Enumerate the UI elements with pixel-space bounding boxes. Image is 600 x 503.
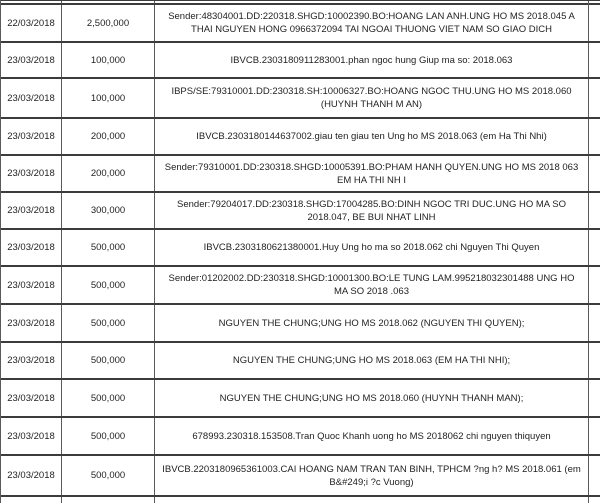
description-cell: Sender:48304001.DD:220318.SHGD:10002390.BO:HOANG LAN ANH.UNG HO MS 2018.045 A THAI NGUYEN HONG 0966372094 TAI NGOAI THUONG VIET NAM SO GIAO DICH bbox=[155, 5, 589, 41]
date-cell: 23/03/2018 bbox=[1, 456, 62, 495]
edge-cell-empty bbox=[589, 343, 599, 378]
edge-cell-empty bbox=[589, 5, 599, 41]
description-cell: IBVCB.2203180965361003.CAI HOANG NAM TRAN TAN BINH, TPHCM ?ng h? MS 2018.061 (em B&#249;i ?c Vuong) bbox=[155, 456, 589, 495]
table-row-partial-bottom bbox=[1, 497, 600, 503]
edge-cell-empty bbox=[589, 230, 599, 265]
amount-cell: 100,000 bbox=[62, 43, 155, 77]
description-cell: NGUYEN THE CHUNG;UNG HO MS 2018.062 (NGUYEN THI QUYEN); bbox=[155, 305, 589, 341]
edge-cell-empty bbox=[589, 380, 599, 416]
table-row bbox=[1, 267, 600, 305]
table-row bbox=[1, 43, 600, 79]
date-cell: 23/03/2018 bbox=[1, 305, 62, 341]
table-body bbox=[1, 5, 600, 497]
amount-cell: 2,500,000 bbox=[62, 5, 155, 41]
amount-cell: 500,000 bbox=[62, 343, 155, 378]
amount-cell: 300,000 bbox=[62, 193, 155, 228]
amount-cell: 200,000 bbox=[62, 156, 155, 191]
edge-cell-empty bbox=[589, 305, 599, 341]
edge-cell-empty bbox=[589, 267, 599, 303]
amount-cell-empty bbox=[62, 497, 155, 503]
date-cell: 22/03/2018 bbox=[1, 5, 62, 41]
date-cell: 23/03/2018 bbox=[1, 156, 62, 191]
amount-cell: 200,000 bbox=[62, 119, 155, 154]
description-cell: NGUYEN THE CHUNG;UNG HO MS 2018.060 (HUYNH THANH MAN); bbox=[155, 380, 589, 416]
amount-cell-empty bbox=[62, 1, 155, 3]
amount-cell: 100,000 bbox=[62, 79, 155, 117]
edge-cell-empty bbox=[589, 79, 599, 117]
description-cell: Sender:79310001.DD:230318.SHGD:10005391.BO:PHAM HANH QUYEN.UNG HO MS 2018 063 EM HA THI NH I bbox=[155, 156, 589, 191]
description-cell: Sender:01202002.DD:230318.SHGD:10001300.BO:LE TUNG LAM.995218032301488 UNG HO MA SO 2018 .063 bbox=[155, 267, 589, 303]
amount-cell: 500,000 bbox=[62, 418, 155, 454]
date-cell: 23/03/2018 bbox=[1, 267, 62, 303]
date-cell: 23/03/2018 bbox=[1, 418, 62, 454]
table-row bbox=[1, 456, 600, 497]
table-row bbox=[1, 380, 600, 418]
table-row bbox=[1, 79, 600, 119]
table-row bbox=[1, 343, 600, 380]
edge-cell-empty bbox=[589, 418, 599, 454]
amount-cell: 500,000 bbox=[62, 380, 155, 416]
description-cell: IBVCB.2303180621380001.Huy Ung ho ma so 2018.062 chi Nguyen Thi Quyen bbox=[155, 230, 589, 265]
edge-cell-empty bbox=[589, 497, 599, 503]
edge-cell-empty bbox=[589, 456, 599, 495]
amount-cell: 500,000 bbox=[62, 305, 155, 341]
description-cell: IBVCB.2303180911283001.phan ngoc hung Giup ma so: 2018.063 bbox=[155, 43, 589, 77]
table-row bbox=[1, 193, 600, 230]
description-cell-empty bbox=[155, 497, 589, 503]
date-cell: 23/03/2018 bbox=[1, 230, 62, 265]
amount-cell: 500,000 bbox=[62, 267, 155, 303]
edge-cell-empty bbox=[589, 1, 599, 3]
amount-cell: 500,000 bbox=[62, 230, 155, 265]
date-cell-empty bbox=[1, 497, 62, 503]
table-row bbox=[1, 5, 600, 43]
description-cell: Sender:79204017.DD:230318.SHGD:17004285.BO:DINH NGOC TRI DUC.UNG HO MA SO 2018.047, BE BUI NHAT LINH bbox=[155, 193, 589, 228]
table-row bbox=[1, 156, 600, 193]
date-cell: 23/03/2018 bbox=[1, 343, 62, 378]
table-row bbox=[1, 230, 600, 267]
date-cell: 23/03/2018 bbox=[1, 43, 62, 77]
amount-cell: 500,000 bbox=[62, 456, 155, 495]
edge-cell-empty bbox=[589, 156, 599, 191]
date-cell: 23/03/2018 bbox=[1, 193, 62, 228]
edge-cell-empty bbox=[589, 43, 599, 77]
description-cell: NGUYEN THE CHUNG;UNG HO MS 2018.063 (EM HA THI NHI); bbox=[155, 343, 589, 378]
description-cell: 678993.230318.153508.Tran Quoc Khanh uong ho MS 2018062 chi nguyen thiquyen bbox=[155, 418, 589, 454]
description-cell: IBPS/SE:79310001.DD:230318.SH:10006327.BO:HOANG NGOC THU.UNG HO MS 2018.060 (HUYNH THANH M AN) bbox=[155, 79, 589, 117]
edge-cell-empty bbox=[589, 193, 599, 228]
edge-cell-empty bbox=[589, 119, 599, 154]
table-row bbox=[1, 418, 600, 456]
date-cell: 23/03/2018 bbox=[1, 119, 62, 154]
table-row bbox=[1, 119, 600, 156]
description-cell: IBVCB.2303180144637002.giau ten giau ten Ung ho MS 2018.063 (em Ha Thi Nhi) bbox=[155, 119, 589, 154]
date-cell: 23/03/2018 bbox=[1, 79, 62, 117]
table-row bbox=[1, 305, 600, 343]
date-cell-empty bbox=[1, 1, 62, 3]
date-cell: 23/03/2018 bbox=[1, 380, 62, 416]
